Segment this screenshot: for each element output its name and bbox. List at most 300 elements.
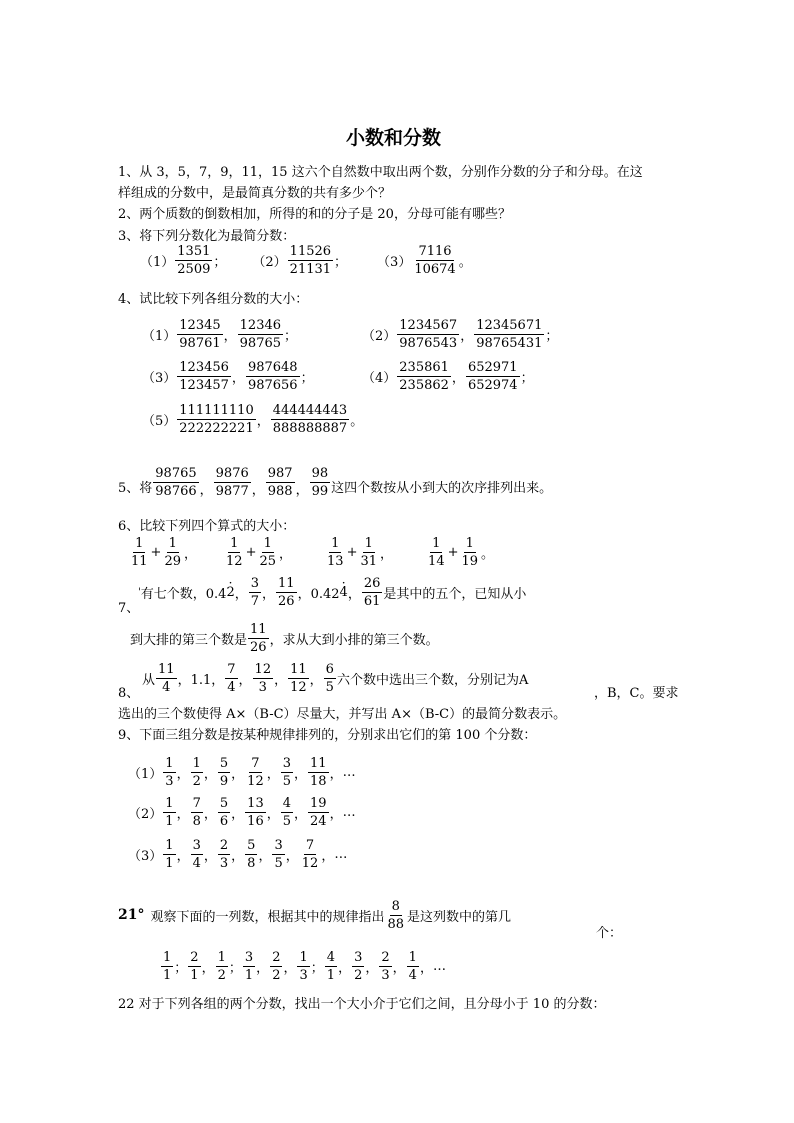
numerator: 11	[290, 661, 307, 677]
numerator: 987	[267, 466, 293, 481]
denominator: 8	[192, 813, 201, 829]
numerator: 5	[247, 837, 256, 853]
fraction	[245, 757, 266, 788]
fraction-two	[257, 537, 278, 568]
ellipsis: …	[342, 764, 356, 780]
denominator: 652974	[467, 377, 518, 393]
fraction	[281, 797, 293, 828]
q8-text-b: ，1.1，	[177, 672, 225, 688]
item-end: ；	[284, 328, 298, 344]
denominator: 8	[247, 855, 256, 871]
repeating-digit: · 4	[340, 585, 348, 600]
denominator: 235862	[399, 377, 449, 393]
denominator: 13	[327, 553, 344, 569]
q3-end-2: ；	[334, 254, 348, 270]
question-5	[118, 458, 552, 498]
item-end: 。	[350, 413, 364, 429]
fraction	[308, 757, 329, 788]
q5-fraction-4	[310, 467, 331, 498]
comma: ，	[283, 960, 297, 976]
comma: ，	[231, 370, 245, 386]
denominator: 98766	[155, 484, 197, 499]
numerator: 1	[465, 535, 474, 551]
denominator: 25	[259, 553, 277, 569]
fraction	[191, 797, 203, 828]
q9-row-2	[128, 792, 356, 832]
numerator: 235861	[399, 359, 449, 375]
q3-fraction-3	[412, 245, 457, 276]
numerator: 1351	[177, 243, 211, 259]
denominator: 99	[311, 484, 329, 499]
denominator: 26	[250, 639, 267, 655]
denominator: 12	[301, 855, 319, 871]
denominator: 24	[310, 813, 327, 829]
numerator: 5	[219, 755, 229, 771]
denominator: 222222221	[179, 420, 254, 436]
numerator: 1	[192, 755, 201, 771]
denominator: 5	[274, 855, 283, 871]
denominator: 18	[310, 773, 327, 789]
denominator: 4	[408, 967, 417, 983]
question-1-line-1: 1、从 3，5，7，9，11，15 这六个自然数中取出两个数，分别作分数的分子和分母。在这	[118, 165, 643, 180]
fraction	[163, 757, 175, 788]
q7-line2-b: ，求从大到小排的第三个数。	[269, 632, 439, 648]
numerator: 2	[219, 837, 229, 853]
fraction-two	[460, 537, 481, 568]
plus-sign: +	[150, 544, 162, 560]
q5-fraction-3	[266, 467, 295, 498]
plus-sign: +	[245, 544, 257, 560]
q8-fraction-1	[156, 663, 177, 694]
fraction	[216, 951, 228, 982]
numerator: 1	[135, 535, 144, 551]
item-label: （3）	[142, 370, 177, 386]
q9-row-1	[128, 752, 356, 792]
semicolon: ；	[174, 960, 188, 976]
numerator: 5	[219, 795, 229, 811]
numerator: 7116	[418, 243, 452, 259]
denominator: 123457	[179, 377, 229, 393]
row-label: （1）	[128, 766, 163, 782]
numerator: 123456	[179, 359, 229, 375]
item-end: ；	[520, 370, 534, 386]
numerator: 3	[192, 837, 201, 853]
fraction	[300, 839, 321, 870]
question-8-line-2: 选出的三个数使得 A×（B-C）尽量大，并写出 A×（B-C）的最简分数表示。	[118, 707, 567, 722]
numerator: 4	[326, 949, 336, 965]
numerator: 7	[251, 755, 260, 771]
denominator: 98765	[239, 335, 282, 351]
q5-fraction-2	[214, 467, 251, 498]
comma: ，	[309, 672, 323, 688]
numerator: 3	[244, 949, 254, 965]
fraction-a	[177, 361, 231, 392]
numerator: 1	[230, 535, 239, 551]
fraction	[352, 951, 364, 982]
denominator: 9877	[215, 484, 249, 499]
question-3-text: 3、将下列分数化为最简分数：	[118, 229, 296, 244]
question-8-line-1	[142, 658, 528, 698]
numerator: 6	[325, 661, 334, 677]
comma: ，	[294, 806, 308, 822]
q7-text-c: ，0.42	[297, 586, 340, 602]
q7-fraction-1	[249, 577, 261, 608]
comma: ，	[231, 766, 245, 782]
fraction	[161, 951, 173, 982]
numerator: 13	[247, 795, 264, 811]
comma: ，	[262, 586, 276, 602]
fraction	[245, 797, 266, 828]
q7-text-d: 是其中的五个，已知从小	[383, 586, 527, 602]
comma: ，	[365, 960, 379, 976]
numerator: 1	[408, 949, 417, 965]
denominator: 9	[219, 773, 229, 789]
q5-prefix: 5、将	[118, 481, 153, 496]
comma: ，	[203, 766, 217, 782]
numerator: 1	[299, 949, 308, 965]
denominator: 5	[282, 813, 292, 829]
question-4-text: 4、试比较下列各组分数的大小：	[118, 292, 309, 307]
numerator: 26	[363, 575, 381, 591]
q4-item-3	[142, 356, 314, 396]
denominator: 29	[164, 553, 181, 569]
semicolon: ；	[228, 960, 242, 976]
q4-item-2	[362, 314, 558, 354]
numerator: 11	[250, 621, 267, 637]
fraction-b	[466, 361, 520, 392]
question-21-line-1	[118, 895, 511, 935]
semicolon: ；	[310, 960, 324, 976]
denominator: 1	[326, 967, 336, 983]
comma: ，	[203, 848, 217, 864]
q3-end-3: 。	[458, 254, 472, 270]
denominator: 26	[278, 593, 295, 609]
denominator: 1	[190, 967, 199, 983]
numerator: 98765	[155, 466, 197, 481]
comma: ，	[258, 848, 272, 864]
denominator: 1	[163, 967, 172, 983]
denominator: 88	[387, 916, 405, 932]
fraction	[407, 951, 419, 982]
expr-end: ，	[279, 546, 293, 562]
numerator: 7	[192, 795, 201, 811]
fraction	[188, 951, 200, 982]
denominator: 31	[360, 553, 378, 569]
denominator: 12	[290, 679, 307, 695]
q3-fraction-1	[175, 245, 212, 276]
comma: ，	[274, 672, 288, 688]
q8-number: 8、	[118, 686, 140, 701]
comma: ，	[234, 586, 248, 602]
numerator: 1	[168, 535, 177, 551]
q8-fraction-5	[324, 663, 336, 694]
denominator: 5	[282, 773, 292, 789]
denominator: 2509	[177, 261, 211, 277]
numerator: 4	[282, 795, 292, 811]
denominator: 2	[192, 773, 201, 789]
comma: ，	[451, 370, 465, 386]
numerator: 1234567	[399, 317, 458, 333]
numerator: 98	[311, 466, 329, 481]
comma: ，	[176, 848, 190, 864]
numerator: 2	[190, 949, 199, 965]
denominator: 3	[258, 679, 267, 695]
numerator: 11	[278, 575, 295, 591]
fraction-b	[246, 361, 300, 392]
row-label: （2）	[128, 806, 163, 822]
fraction-a	[177, 319, 222, 350]
q4-item-1	[142, 314, 297, 354]
repeating-digit: · 2	[226, 585, 234, 600]
question-6-text: 6、比较下列四个算式的大小：	[118, 519, 296, 534]
q4-item-4	[362, 356, 534, 396]
numerator: 1	[432, 535, 441, 551]
fraction	[379, 951, 391, 982]
q21-sequence	[160, 946, 446, 986]
numerator: 3	[354, 949, 363, 965]
denominator: 888888887	[272, 420, 348, 436]
denominator: 4	[192, 855, 201, 871]
denominator: 2	[272, 967, 281, 983]
denominator: 61	[363, 593, 381, 609]
row-label: （3）	[128, 848, 163, 864]
comma: ，	[329, 806, 343, 822]
ellipsis: …	[334, 846, 348, 862]
comma: ，	[176, 806, 190, 822]
denominator: 7	[250, 593, 260, 609]
numerator: 1	[165, 795, 174, 811]
fraction	[308, 797, 329, 828]
q9-row-3	[128, 834, 347, 874]
fraction	[191, 839, 203, 870]
denominator: 1	[244, 967, 254, 983]
expr-end: ，	[380, 546, 394, 562]
q8-fraction-2	[225, 663, 237, 694]
comma: ，	[419, 960, 433, 976]
denominator: 987656	[247, 377, 298, 393]
numerator: 111111110	[179, 402, 254, 418]
numerator: 7	[305, 837, 315, 853]
denominator: 12	[226, 553, 243, 569]
fraction	[297, 951, 309, 982]
q8-text-a: 从	[142, 672, 156, 688]
q8-text-c: 六个数中选出三个数，分别记为A	[336, 672, 529, 688]
q3-label-2: （2）	[252, 254, 287, 270]
question-2: 2、两个质数的倒数相加，所得的和的分子是 20，分母可能有哪些？	[118, 207, 511, 222]
q21-text-a: 观察下面的一列数，根据其中的规律指出	[150, 909, 385, 925]
denominator: 3	[219, 855, 229, 871]
fraction	[163, 839, 175, 870]
denominator: 3	[165, 773, 174, 789]
fraction	[245, 839, 257, 870]
fraction	[243, 951, 255, 982]
question-1-line-2: 样组成的分数中，是最简真分数的共有多少个？	[118, 186, 392, 201]
denominator: 1	[165, 855, 174, 871]
fraction	[163, 797, 175, 828]
comma: ，	[256, 413, 270, 429]
denominator: 21131	[289, 261, 332, 277]
fraction	[218, 757, 230, 788]
q8-text-d: ，B，C。要求	[594, 686, 679, 701]
numerator: 1	[331, 535, 340, 551]
numerator: 2	[272, 949, 281, 965]
denominator: 12	[247, 773, 264, 789]
numerator: 3	[282, 755, 292, 771]
q21-fraction	[386, 900, 407, 931]
plus-sign: +	[346, 544, 358, 560]
question-7-line-2	[130, 618, 439, 658]
numerator: 11526	[289, 243, 332, 259]
comma: ，	[203, 806, 217, 822]
fraction-one	[129, 537, 150, 568]
q7-fraction-2	[276, 577, 297, 608]
q8-fraction-4	[288, 663, 309, 694]
numerator: 1	[163, 949, 172, 965]
item-end: ；	[545, 328, 559, 344]
q4-item-5	[142, 399, 363, 439]
comma: ，	[256, 960, 270, 976]
q5-fraction-1	[153, 467, 198, 498]
fraction-one	[426, 537, 447, 568]
fraction-two	[358, 537, 379, 568]
q7-line2-a: 到大排的第三个数是	[130, 632, 248, 648]
question-6-expressions	[128, 534, 494, 570]
question-7-line-1	[138, 572, 526, 612]
item-end: ；	[300, 370, 314, 386]
comma: ，	[199, 483, 213, 498]
comma: ，	[201, 960, 215, 976]
numerator: 9876	[215, 466, 249, 481]
fraction	[325, 951, 337, 982]
numerator: 1	[217, 949, 226, 965]
denominator: 14	[428, 553, 445, 569]
comma: ，	[266, 766, 280, 782]
question-3-items	[140, 242, 472, 278]
fraction	[191, 757, 203, 788]
numerator: 12345	[179, 317, 221, 333]
fraction-b	[271, 404, 349, 435]
numerator: 12345671	[476, 317, 543, 333]
item-label: （1）	[142, 328, 177, 344]
denominator: 9876543	[399, 335, 458, 351]
q8-fraction-3	[253, 663, 274, 694]
denominator: 3	[381, 967, 390, 983]
numerator: 8	[391, 898, 400, 914]
fraction	[281, 757, 293, 788]
numerator: 12	[254, 661, 272, 677]
fraction-two	[162, 537, 183, 568]
item-label: （4）	[362, 370, 397, 386]
comma: ，	[321, 848, 335, 864]
fraction	[272, 839, 284, 870]
numerator: 1	[364, 535, 373, 551]
denominator: 19	[461, 553, 479, 569]
q7-number: 7、	[118, 601, 140, 616]
denominator: 2	[217, 967, 226, 983]
comma: ，	[338, 960, 352, 976]
q3-label-3: （3）	[377, 254, 412, 270]
fraction	[218, 839, 230, 870]
q21-text-b: 是这列数中的第几	[407, 909, 512, 925]
fraction-one	[224, 537, 245, 568]
numerator: 1	[165, 837, 174, 853]
comma: ，	[295, 483, 309, 498]
numerator: 7	[227, 661, 236, 677]
fraction-a	[397, 319, 459, 350]
expr-end: ，	[184, 546, 198, 562]
ellipsis: …	[342, 804, 356, 820]
fraction-a	[177, 404, 255, 435]
q3-label-1: （1）	[140, 254, 175, 270]
denominator: 1	[165, 813, 174, 829]
fraction-b	[474, 319, 544, 350]
q21-text-c: 个：	[596, 926, 623, 941]
q7-fraction-4	[248, 623, 269, 654]
numerator: 3	[274, 837, 283, 853]
denominator: 6	[219, 813, 229, 829]
comma: ，	[392, 960, 406, 976]
q5-suffix: 这四个数按从小到大的次序排列出来。	[331, 481, 553, 496]
fraction-a	[397, 361, 451, 392]
numerator: 1	[263, 535, 272, 551]
page-title: 小数和分数	[346, 127, 442, 149]
denominator: 98765431	[476, 335, 543, 351]
numerator: 1	[165, 755, 174, 771]
denominator: 5	[325, 679, 334, 695]
numerator: 444444443	[272, 402, 348, 418]
q3-end-1: ；	[213, 254, 227, 270]
fraction-b	[238, 319, 283, 350]
denominator: 16	[247, 813, 264, 829]
question-9-text: 9、下面三组分数是按某种规律排列的，分别求出它们的第 100 个分数：	[118, 728, 537, 743]
comma: ，	[460, 328, 474, 344]
comma: ，	[285, 848, 299, 864]
q7-text-a: 有七个数，0.4	[140, 586, 227, 602]
item-label: （2）	[362, 328, 397, 344]
denominator: 2	[354, 967, 363, 983]
fraction	[270, 951, 282, 982]
apostrophe-mark: '	[138, 586, 141, 598]
q21-number: 21°	[118, 907, 145, 923]
fraction-one	[325, 537, 346, 568]
comma: ，	[231, 848, 245, 864]
comma: ，	[294, 766, 308, 782]
comma: ，	[329, 766, 343, 782]
numerator: 652971	[467, 359, 518, 375]
numerator: 12346	[239, 317, 282, 333]
comma: ，	[347, 586, 361, 602]
numerator: 2	[381, 949, 390, 965]
comma: ，	[266, 806, 280, 822]
plus-sign: +	[447, 544, 459, 560]
denominator: 11	[131, 553, 148, 569]
comma: ，	[238, 672, 252, 688]
numerator: 987648	[247, 359, 298, 375]
denominator: 4	[227, 679, 236, 695]
numerator: 19	[310, 795, 327, 811]
numerator: 11	[158, 661, 175, 677]
fraction	[218, 797, 230, 828]
numerator: 3	[250, 575, 260, 591]
q7-fraction-3	[362, 577, 383, 608]
ellipsis: …	[432, 958, 446, 974]
comma: ，	[251, 483, 265, 498]
denominator: 10674	[414, 261, 456, 277]
expr-end: 。	[481, 546, 495, 562]
comma: ，	[231, 806, 245, 822]
q3-fraction-2	[288, 245, 333, 276]
denominator: 988	[267, 484, 293, 499]
